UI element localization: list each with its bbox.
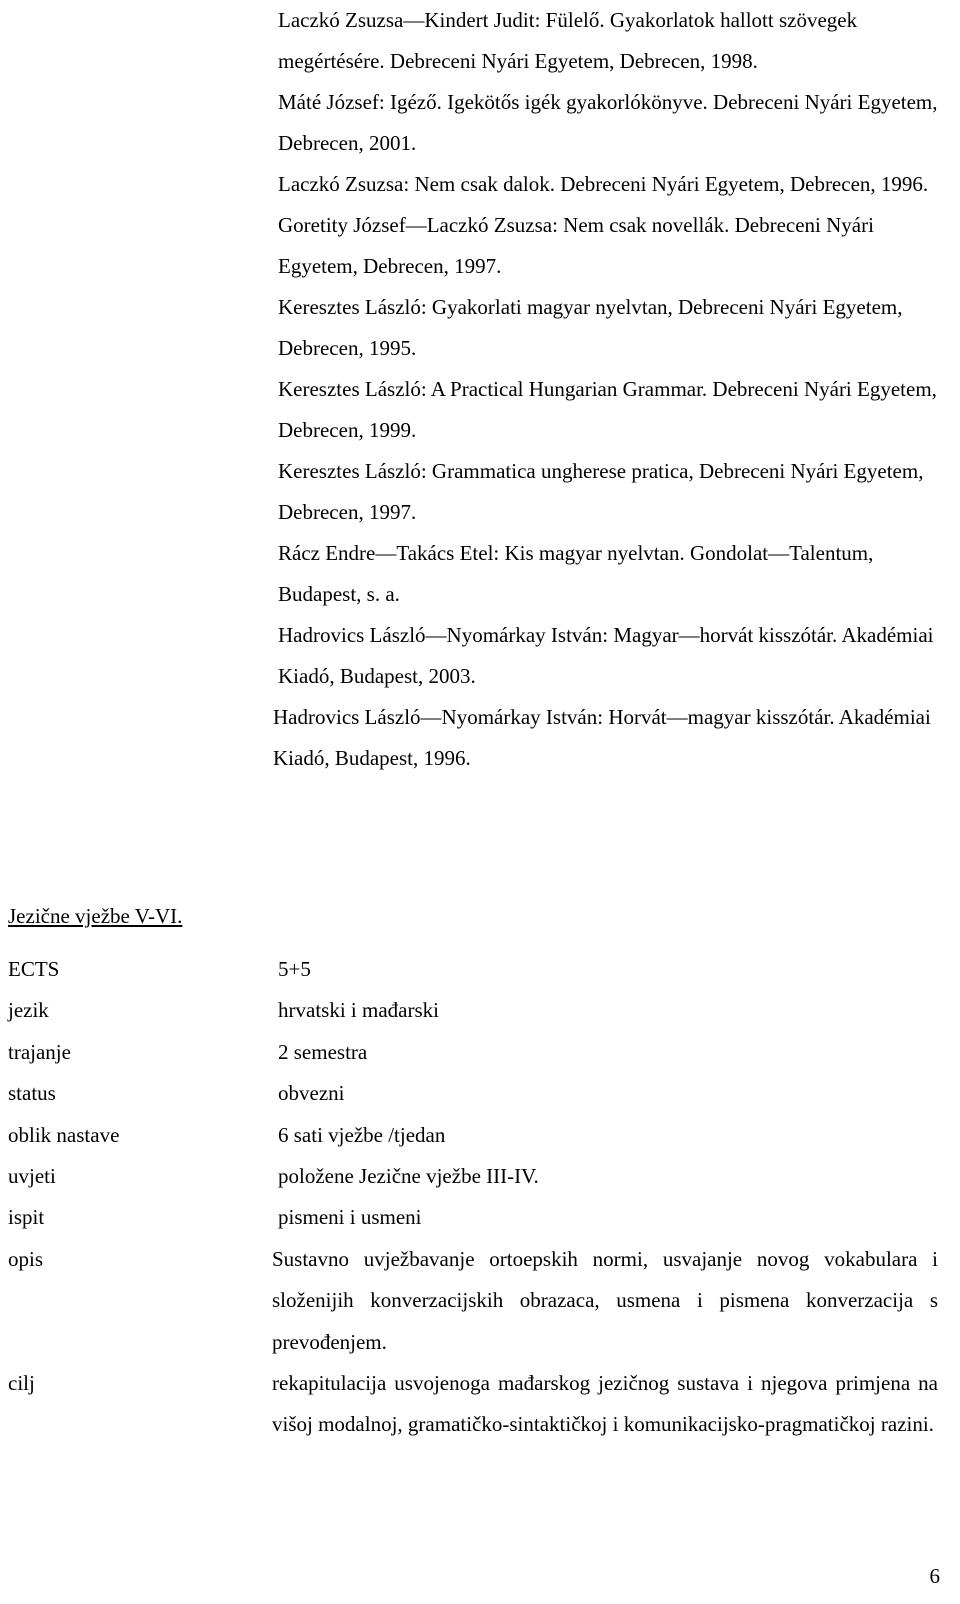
field-value: hrvatski i mađarski — [278, 998, 439, 1023]
bibliography-entry: Laczkó Zsuzsa—Kindert Judit: Fülelő. Gyakorlatok hallott szövegek megértésére. Debreceni Nyári Egyetem, Debrecen, 1998. — [278, 8, 858, 73]
bibliography-entry: Hadrovics László—Nyomárkay István: Horvát—magyar kisszótár. Akadémiai Kiadó, Budapest, 1996. — [273, 705, 931, 770]
course-fields — [8, 949, 938, 1446]
field-value: 6 sati vježbe /tjedan — [278, 1122, 446, 1147]
field-label: cilj — [8, 1371, 35, 1396]
field-row-trajanje — [8, 1032, 938, 1073]
bibliography-entry: Máté József: Igéző. Igekötős igék gyakorlókönyve. Debreceni Nyári Egyetem, Debrecen, 2001. — [278, 90, 938, 155]
bibliography-entry: Laczkó Zsuzsa: Nem csak dalok. Debreceni Nyári Egyetem, Debrecen, 1996. — [278, 172, 929, 196]
bibliography-entry: Goretity József—Laczkó Zsuzsa: Nem csak novellák. Debreceni Nyári Egyetem, Debrecen, 1997. — [278, 213, 874, 278]
field-value: obvezni — [278, 1081, 345, 1106]
field-row-status — [8, 1073, 938, 1114]
field-label: status — [8, 1081, 56, 1106]
field-label: oblik nastave — [8, 1122, 120, 1147]
field-label: uvjeti — [8, 1164, 56, 1189]
field-label: jezik — [8, 998, 49, 1023]
field-label: opis — [8, 1246, 44, 1271]
field-value: Sustavno uvježbavanje ortoepskih normi, usvajanje novog vokabulara i složenijih konverzacijskih obrazaca, usmena i pismena konverzacija s prevođenjem. — [272, 1246, 938, 1354]
field-value: položene Jezične vježbe III-IV. — [278, 1164, 539, 1189]
bibliography-entry: Keresztes László: Gyakorlati magyar nyelvtan, Debreceni Nyári Egyetem, Debrecen, 1995. — [278, 295, 903, 360]
field-value: 5+5 — [278, 957, 311, 981]
field-value: rekapitulacija usvojenoga mađarskog jezičnog sustava i njegova primjena na višoj modalnoj, gramatičko-sintaktičkoj i komunikacijsko-pragmatičkoj razini. — [272, 1371, 938, 1437]
field-label: ispit — [8, 1205, 45, 1230]
field-row-opis — [8, 1239, 938, 1363]
bibliography-entry: Keresztes László: Grammatica ungherese pratica, Debreceni Nyári Egyetem, Debrecen, 1997. — [278, 459, 924, 524]
bibliography-entry: Keresztes László: A Practical Hungarian Grammar. Debreceni Nyári Egyetem, Debrecen, 1999. — [278, 377, 937, 442]
field-row-oblik-nastave — [8, 1115, 938, 1156]
field-label: ECTS — [8, 957, 60, 981]
bibliography-entry: Rácz Endre—Takács Etel: Kis magyar nyelvtan. Gondolat—Talentum, Budapest, s. a. — [278, 541, 874, 606]
field-row-cilj — [8, 1363, 938, 1446]
page-number: 6 — [929, 1564, 940, 1588]
field-value: 2 semestra — [278, 1039, 368, 1064]
field-label: trajanje — [8, 1039, 71, 1064]
field-row-jezik — [8, 990, 938, 1031]
field-row-ects — [8, 949, 938, 990]
section-title: Jezične vježbe V-VI. — [8, 904, 183, 928]
field-value: pismeni i usmeni — [278, 1205, 422, 1230]
bibliography-list — [273, 0, 938, 779]
field-row-ispit — [8, 1197, 938, 1238]
field-row-uvjeti — [8, 1156, 938, 1197]
bibliography-entry: Hadrovics László—Nyomárkay István: Magyar—horvát kisszótár. Akadémiai Kiadó, Budapest, 2003. — [278, 623, 934, 688]
